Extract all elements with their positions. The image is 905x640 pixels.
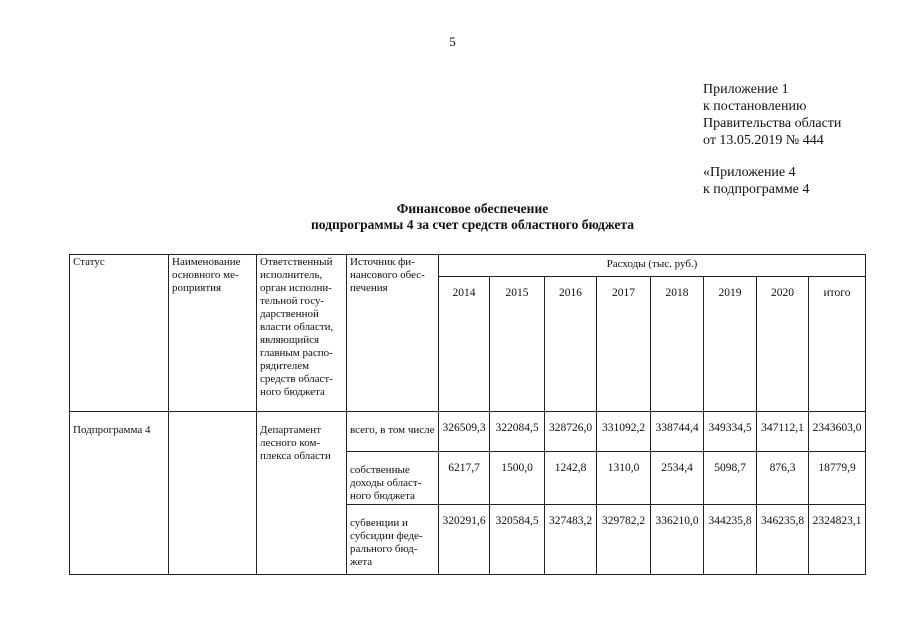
appendix-line: от 13.05.2019 № 444 [703, 133, 824, 148]
value-cell: 331092,2 [597, 412, 651, 452]
total-cell: 18779,9 [809, 452, 866, 505]
value-cell: 322084,5 [490, 412, 545, 452]
header-year: 2015 [490, 277, 545, 412]
value-cell: 876,3 [757, 452, 809, 505]
status-cell: Подпрограмма 4 [70, 412, 169, 575]
header-year: 2016 [545, 277, 597, 412]
header-year: 2017 [597, 277, 651, 412]
header-year: 2020 [757, 277, 809, 412]
value-cell: 326509,3 [439, 412, 490, 452]
appendix-line: Приложение 1 [703, 82, 789, 97]
appendix-line: Правительства области [703, 116, 842, 131]
total-cell: 2324823,1 [809, 505, 866, 575]
value-cell: 349334,5 [704, 412, 757, 452]
value-cell: 344235,8 [704, 505, 757, 575]
value-cell: 1242,8 [545, 452, 597, 505]
header-year: 2019 [704, 277, 757, 412]
appendix-sub-line: «Приложение 4 [703, 165, 796, 180]
value-cell: 329782,2 [597, 505, 651, 575]
source-cell: субвенции и субсидии феде-рального бюд-жета [347, 505, 439, 575]
title-line: Финансовое обеспечение [396, 201, 549, 216]
header-source: Источник фи-нансового обес-печения [347, 255, 439, 412]
value-cell: 347112,1 [757, 412, 809, 452]
header-status: Статус [70, 255, 169, 412]
value-cell: 328726,0 [545, 412, 597, 452]
document-title [0, 201, 905, 233]
value-cell: 320584,5 [490, 505, 545, 575]
header-name: Наименование основного ме-роприятия [169, 255, 257, 412]
header-executor: Ответственный исполнитель, орган исполни-тельной госу-дарственной власти области, являющийся главным распо-рядителем средств област-ного бюджета [257, 255, 347, 412]
name-cell [169, 412, 257, 575]
value-cell: 320291,6 [439, 505, 490, 575]
header-year: 2018 [651, 277, 704, 412]
header-expenses: Расходы (тыс. руб.) [439, 255, 866, 277]
header-year: 2014 [439, 277, 490, 412]
appendix-sub-line: к подпрограмме 4 [703, 182, 810, 197]
source-cell: всего, в том числе [347, 412, 439, 452]
header-total: итого [809, 277, 866, 412]
value-cell: 5098,7 [704, 452, 757, 505]
title-line: подпрограммы 4 за счет средств областного бюджета [311, 217, 634, 232]
value-cell: 336210,0 [651, 505, 704, 575]
value-cell: 2534,4 [651, 452, 704, 505]
executor-cell: Департамент лесного ком-плекса области [257, 412, 347, 575]
value-cell: 1310,0 [597, 452, 651, 505]
financing-table [69, 254, 866, 575]
value-cell: 346235,8 [757, 505, 809, 575]
source-cell: собственные доходы област-ного бюджета [347, 452, 439, 505]
value-cell: 338744,4 [651, 412, 704, 452]
appendix-sub [703, 164, 809, 198]
value-cell: 1500,0 [490, 452, 545, 505]
table-row [70, 412, 866, 452]
page-number: 5 [449, 34, 456, 49]
total-cell: 2343603,0 [809, 412, 866, 452]
appendix-header [703, 81, 841, 149]
value-cell: 327483,2 [545, 505, 597, 575]
appendix-line: к постановлению [703, 99, 807, 114]
value-cell: 6217,7 [439, 452, 490, 505]
